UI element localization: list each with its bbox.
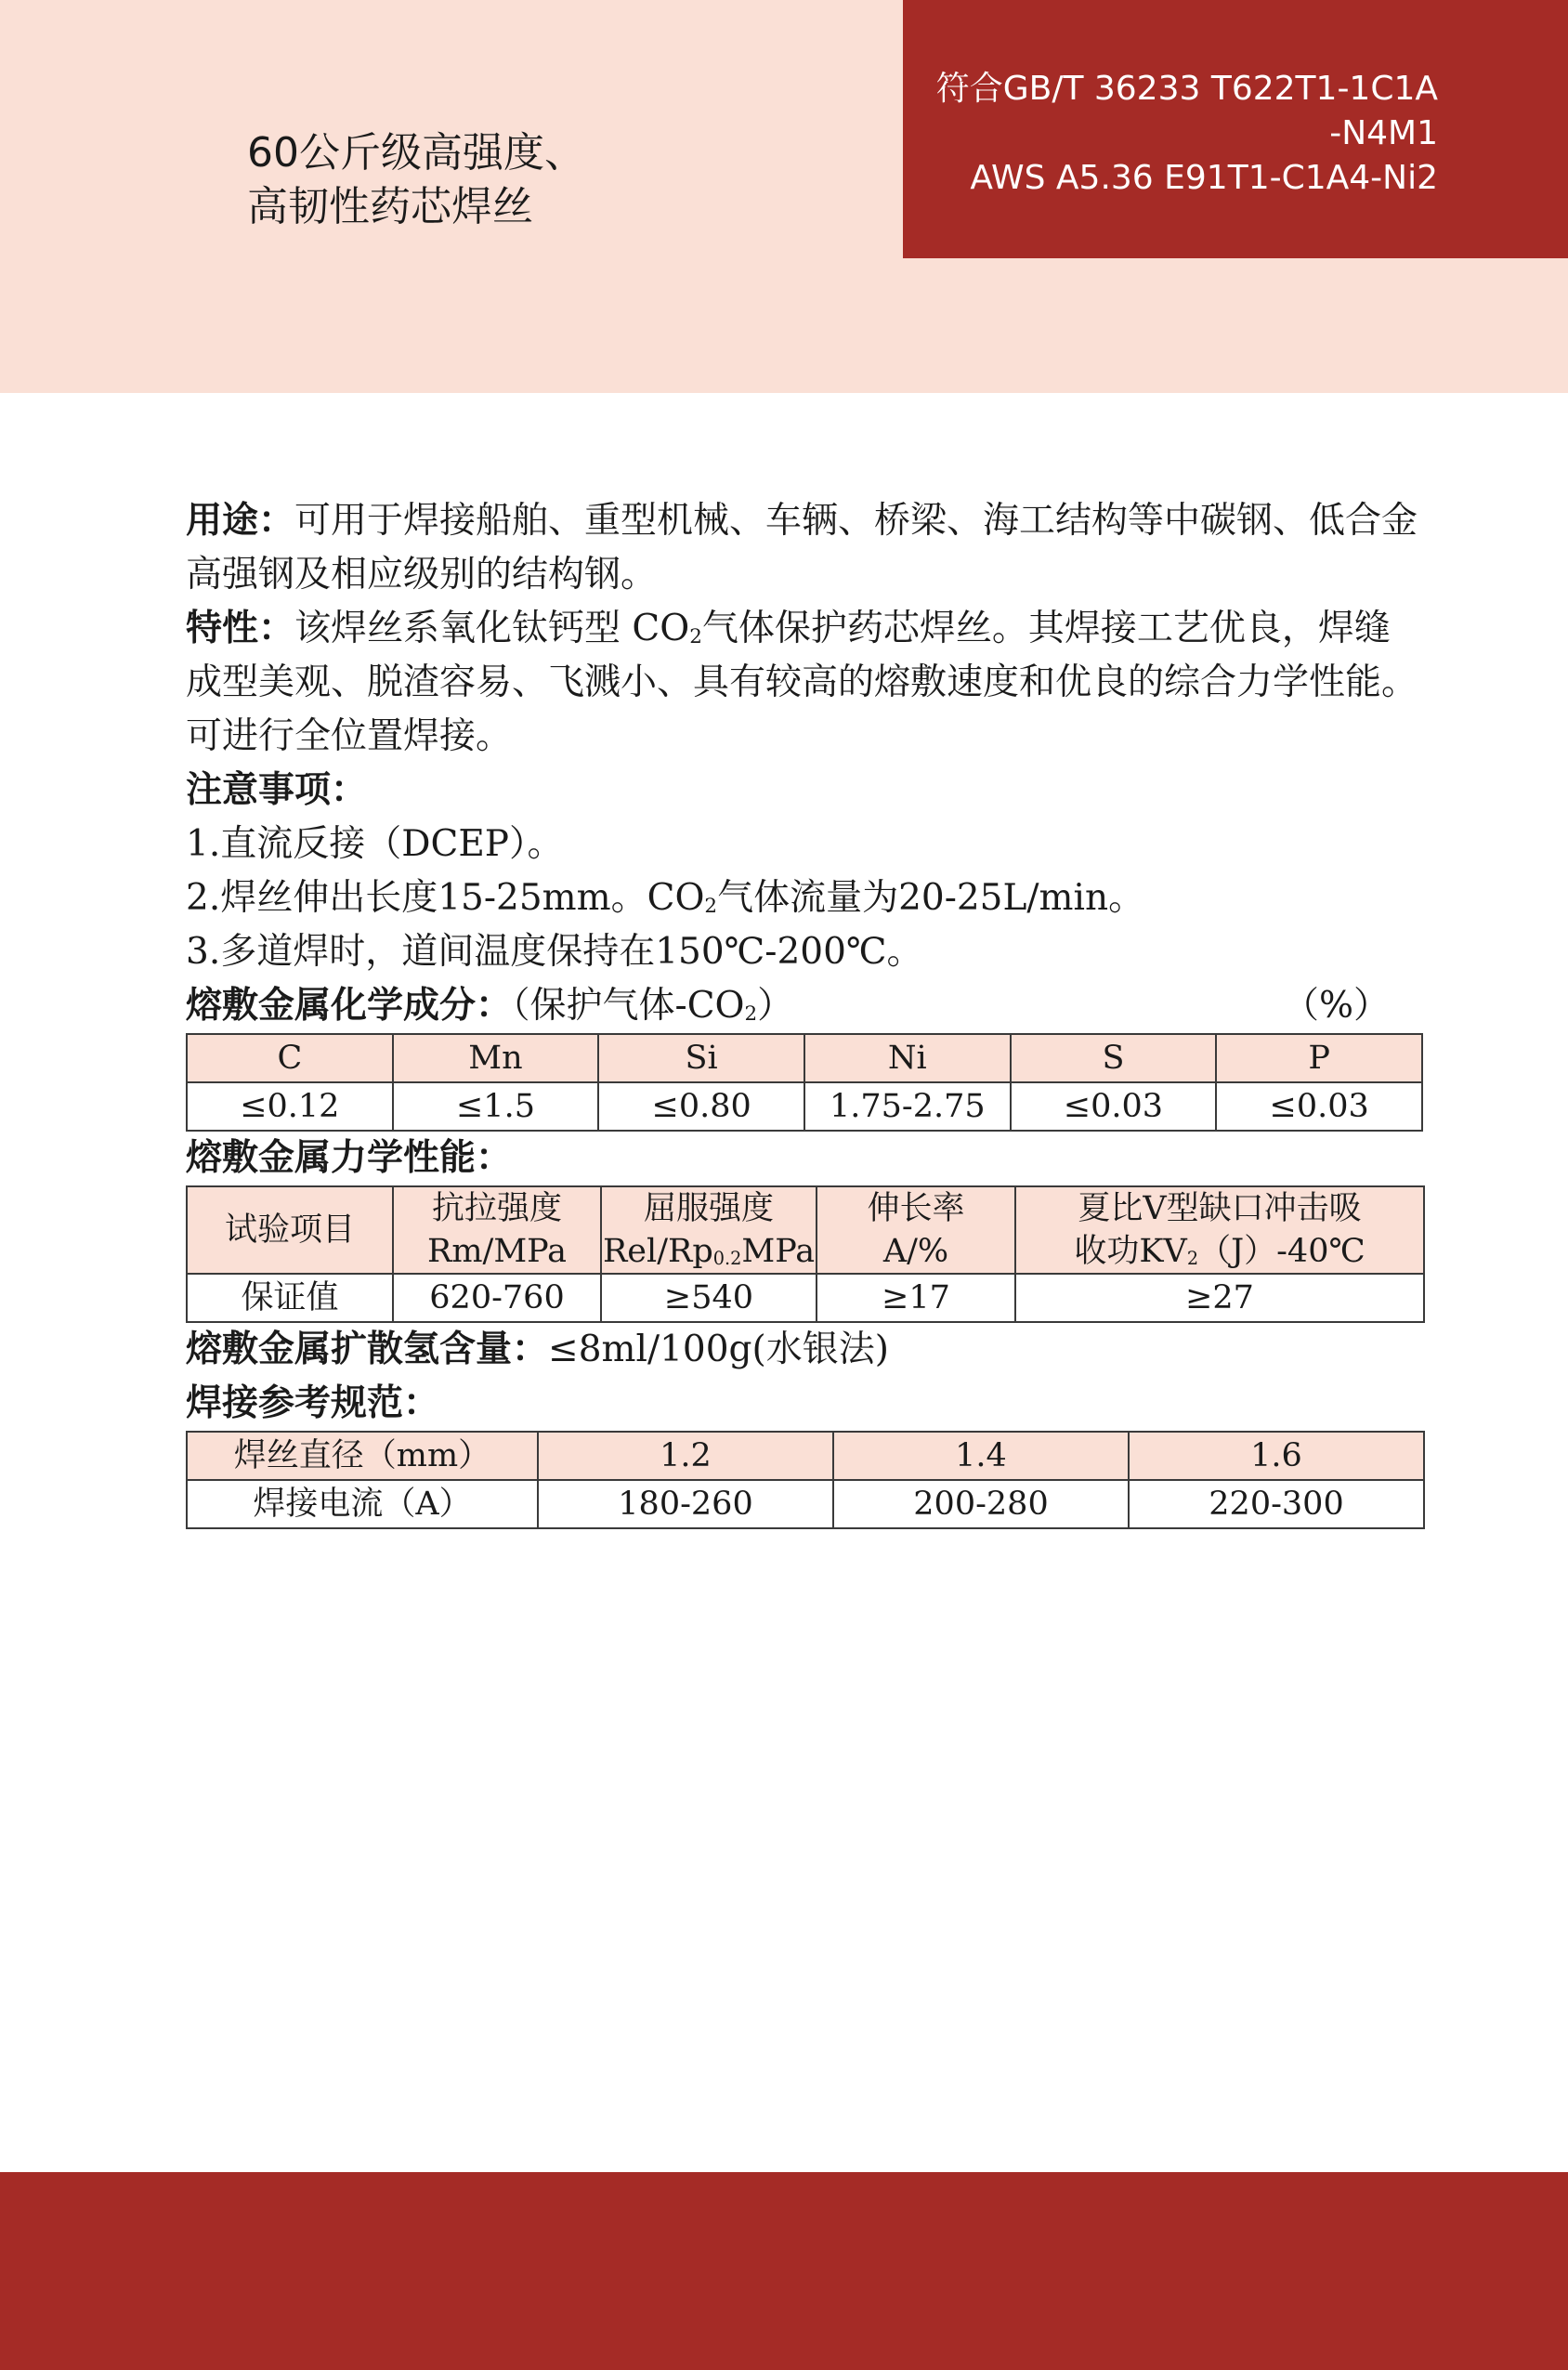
mech-header-tensile bbox=[393, 1186, 601, 1274]
mech-header-impact-b-after: （J）-40℃ bbox=[1198, 1233, 1365, 1270]
mech-row-label: 保证值 bbox=[187, 1274, 393, 1322]
chem-value-p: ≤0.03 bbox=[1216, 1082, 1422, 1131]
mech-header-tensile-a: 抗拉强度 bbox=[431, 1190, 562, 1227]
features-paragraph bbox=[186, 602, 1423, 764]
note-item-2-after: 气体流量为20-25L/min。 bbox=[717, 877, 1145, 919]
welding-title: 焊接参考规范： bbox=[186, 1382, 440, 1424]
weld-current-label: 焊接电流（A） bbox=[187, 1480, 538, 1528]
mech-header-yield-a: 屈服强度 bbox=[643, 1190, 774, 1227]
usage-text: 可用于焊接船舶、重型机械、车辆、桥梁、海工结构等中碳钢、低合金高强钢及相应级别的结构钢。 bbox=[186, 500, 1418, 596]
product-title bbox=[247, 126, 585, 234]
mech-header-yield-b-before: Rel/Rp bbox=[602, 1233, 713, 1270]
mech-header-tensile-b: Rm/MPa bbox=[426, 1233, 567, 1270]
note-item-3: 3.多道焊时，道间温度保持在150℃-200℃。 bbox=[186, 931, 923, 973]
weld-diameter-1: 1.2 bbox=[538, 1432, 833, 1480]
mech-value-yield: ≥540 bbox=[601, 1274, 817, 1322]
mech-header-impact-a: 夏比V型缺口冲击吸 bbox=[1078, 1190, 1362, 1227]
usage-label: 用途： bbox=[186, 500, 295, 542]
weld-current-2: 200-280 bbox=[833, 1480, 1129, 1528]
note-item-2-before: 2.焊丝伸出长度15-25mm。CO bbox=[186, 877, 705, 919]
chem-value-c: ≤0.12 bbox=[187, 1082, 393, 1131]
chemistry-table bbox=[186, 1033, 1423, 1132]
features-text-after: 气体保护药芯焊丝。其焊接工艺优良，焊缝成型美观、脱渣容易、飞溅小、具有较高的熔敷速度和优良的综合力学性能。可进行全位置焊接。 bbox=[186, 608, 1418, 757]
chemistry-gas-after: ） bbox=[757, 985, 794, 1027]
footer-band bbox=[0, 2172, 1568, 2370]
chem-value-mn: ≤1.5 bbox=[393, 1082, 599, 1131]
chemistry-value-row bbox=[187, 1082, 1422, 1131]
mech-header-impact-b-before: 收功KV bbox=[1074, 1233, 1187, 1270]
chemistry-gas-sub: 2 bbox=[744, 1002, 758, 1027]
standard-line-3: AWS A5.36 E91T1-C1A4-Ni2 bbox=[970, 159, 1438, 197]
mech-value-tensile: 620-760 bbox=[393, 1274, 601, 1322]
chem-header-mn: Mn bbox=[393, 1034, 599, 1082]
mech-header-impact bbox=[1015, 1186, 1424, 1274]
chem-value-ni: 1.75-2.75 bbox=[804, 1082, 1011, 1131]
features-label: 特性： bbox=[186, 608, 295, 649]
usage-paragraph bbox=[186, 494, 1423, 602]
standard-line-2: -N4M1 bbox=[1329, 114, 1438, 152]
chem-value-si: ≤0.80 bbox=[598, 1082, 804, 1131]
mech-value-elongation: ≥17 bbox=[817, 1274, 1015, 1322]
note-item-2-sub: 2 bbox=[704, 895, 718, 919]
mech-header-yield bbox=[601, 1186, 817, 1274]
title-line-2: 高韧性药芯焊丝 bbox=[247, 183, 533, 230]
mechanical-table bbox=[186, 1185, 1425, 1323]
weld-current-3: 220-300 bbox=[1129, 1480, 1424, 1528]
chem-value-s: ≤0.03 bbox=[1011, 1082, 1217, 1131]
hydrogen-title: 熔敷金属扩散氢含量： bbox=[186, 1329, 549, 1370]
standard-text bbox=[936, 67, 1438, 201]
mech-header-item: 试验项目 bbox=[187, 1186, 393, 1274]
welding-current-row bbox=[187, 1480, 1424, 1528]
mech-header-elongation-a: 伸长率 bbox=[867, 1190, 965, 1227]
mech-header-yield-b-after: MPa bbox=[741, 1233, 816, 1270]
chem-header-c: C bbox=[187, 1034, 393, 1082]
content bbox=[186, 494, 1423, 1529]
weld-diameter-label: 焊丝直径（mm） bbox=[187, 1432, 538, 1480]
note-item-2 bbox=[186, 871, 1423, 925]
chem-header-p: P bbox=[1216, 1034, 1422, 1082]
features-sub: 2 bbox=[689, 625, 702, 649]
mechanical-title: 熔敷金属力学性能： bbox=[186, 1137, 513, 1179]
weld-diameter-3: 1.6 bbox=[1129, 1432, 1424, 1480]
hydrogen-value: ≤8ml/100g(水银法) bbox=[548, 1329, 889, 1370]
welding-table bbox=[186, 1431, 1425, 1529]
standard-box bbox=[903, 0, 1568, 258]
note-item-1: 1.直流反接（DCEP）。 bbox=[186, 823, 564, 865]
mech-value-impact: ≥27 bbox=[1015, 1274, 1424, 1322]
mechanical-header-row bbox=[187, 1186, 1424, 1274]
mechanical-value-row bbox=[187, 1274, 1424, 1322]
features-text-before: 该焊丝系氧化钛钙型 CO bbox=[294, 608, 690, 649]
chemistry-header-row bbox=[187, 1034, 1422, 1082]
title-line-1: 60公斤级高强度、 bbox=[247, 129, 585, 177]
weld-current-1: 180-260 bbox=[538, 1480, 833, 1528]
chemistry-title: 熔敷金属化学成分： bbox=[186, 985, 513, 1027]
chemistry-heading bbox=[186, 979, 1423, 1033]
mech-header-impact-b-sub: 2 bbox=[1186, 1247, 1199, 1269]
welding-diameter-row bbox=[187, 1432, 1424, 1480]
chemistry-gas-before: （保护气体-CO bbox=[512, 985, 745, 1027]
hydrogen-line bbox=[186, 1323, 1423, 1377]
chem-header-si: Si bbox=[598, 1034, 804, 1082]
weld-diameter-2: 1.4 bbox=[833, 1432, 1129, 1480]
mech-header-elongation-b: A/% bbox=[882, 1233, 949, 1270]
standard-line-1: 符合GB/T 36233 T622T1-1C1A bbox=[935, 70, 1438, 108]
notes-title: 注意事项： bbox=[186, 769, 368, 811]
chem-header-ni: Ni bbox=[804, 1034, 1011, 1082]
chem-header-s: S bbox=[1011, 1034, 1217, 1082]
chemistry-unit: （%） bbox=[1282, 985, 1390, 1027]
mech-header-elongation bbox=[817, 1186, 1015, 1274]
mech-header-yield-b-sub: 0.2 bbox=[712, 1247, 742, 1269]
